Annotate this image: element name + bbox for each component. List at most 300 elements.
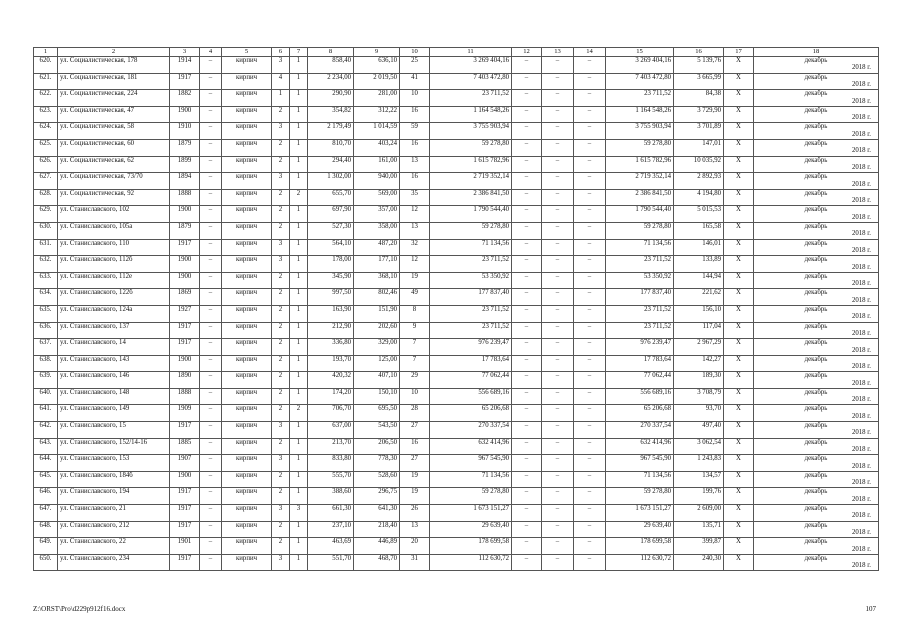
cell-total-cost: 59 278,80 xyxy=(430,139,512,156)
cell-living-area: 150,10 xyxy=(354,388,400,405)
cell-deadline: декабрь 2018 г. xyxy=(754,355,879,372)
cell-floors: 3 xyxy=(272,173,290,190)
cell-year-built: 1910 xyxy=(170,123,200,140)
cell-cost-col-13: – xyxy=(542,538,574,555)
cell-residents: 12 xyxy=(400,256,430,273)
cell-row-index: 635. xyxy=(34,305,58,322)
cell-floors: 2 xyxy=(272,139,290,156)
cell-cost-per-sqm: 240,30 xyxy=(674,554,724,571)
document-file-path: Z:\ORST\Pro\d229p912f16.docx xyxy=(33,605,126,613)
cell-cost-col-12: – xyxy=(512,106,542,123)
cell-cost-col-15: 23 711,52 xyxy=(606,322,674,339)
cell-floors: 3 xyxy=(272,123,290,140)
cell-deadline: декабрь 2018 г. xyxy=(754,156,879,173)
cell-cost-per-sqm: 1 243,83 xyxy=(674,455,724,472)
cell-cost-col-12: – xyxy=(512,189,542,206)
cell-cost-per-sqm: 10 035,92 xyxy=(674,156,724,173)
cell-deadline: декабрь 2018 г. xyxy=(754,256,879,273)
cell-wall-material: кирпич xyxy=(222,505,272,522)
column-number-15: 15 xyxy=(606,48,674,57)
cell-cost-per-sqm: 144,94 xyxy=(674,272,724,289)
cell-total-cost: 3 269 404,16 xyxy=(430,57,512,74)
cell-row-index: 621. xyxy=(34,73,58,90)
cell-cost-per-sqm: 165,58 xyxy=(674,222,724,239)
cell-entrances: 1 xyxy=(290,239,308,256)
table-row xyxy=(34,106,879,123)
cell-mark: X xyxy=(724,322,754,339)
cell-living-area: 161,00 xyxy=(354,156,400,173)
cell-floors: 3 xyxy=(272,57,290,74)
cell-residents: 16 xyxy=(400,173,430,190)
cell-residents: 12 xyxy=(400,206,430,223)
cell-residents: 19 xyxy=(400,272,430,289)
cell-residents: 19 xyxy=(400,488,430,505)
cell-cost-col-15: 3 269 404,16 xyxy=(606,57,674,74)
table-row xyxy=(34,422,879,439)
cell-cost-per-sqm: 135,71 xyxy=(674,521,724,538)
cell-total-cost: 23 711,52 xyxy=(430,256,512,273)
cell-cost-col-14: – xyxy=(574,272,606,289)
cell-residents: 13 xyxy=(400,156,430,173)
cell-residents: 32 xyxy=(400,239,430,256)
cell-cost-col-15: 65 206,68 xyxy=(606,405,674,422)
cell-row-index: 648. xyxy=(34,521,58,538)
cell-total-area: 697,90 xyxy=(308,206,354,223)
cell-year-built: 1869 xyxy=(170,289,200,306)
cell-address: ул. Станиславского, 102 xyxy=(58,206,170,223)
cell-total-area: 564,10 xyxy=(308,239,354,256)
cell-cost-col-12: – xyxy=(512,222,542,239)
cell-cost-col-13: – xyxy=(542,106,574,123)
cell-floors: 3 xyxy=(272,455,290,472)
cell-residents: 19 xyxy=(400,471,430,488)
cell-mark: X xyxy=(724,156,754,173)
cell-year-built: 1917 xyxy=(170,422,200,439)
table-row xyxy=(34,173,879,190)
cell-cost-col-12: – xyxy=(512,305,542,322)
cell-mark: X xyxy=(724,521,754,538)
cell-row-index: 629. xyxy=(34,206,58,223)
cell-cost-col-14: – xyxy=(574,339,606,356)
cell-living-area: 368,10 xyxy=(354,272,400,289)
cell-residents: 26 xyxy=(400,505,430,522)
cell-address: ул. Социалистическая, 73/70 xyxy=(58,173,170,190)
cell-entrances: 1 xyxy=(290,123,308,140)
table-row xyxy=(34,139,879,156)
cell-wall-material: кирпич xyxy=(222,405,272,422)
cell-year-built: 1899 xyxy=(170,156,200,173)
table-row xyxy=(34,438,879,455)
cell-address: ул. Социалистическая, 224 xyxy=(58,90,170,107)
cell-cost-col-14: – xyxy=(574,422,606,439)
cell-living-area: 940,00 xyxy=(354,173,400,190)
cell-year-built: 1917 xyxy=(170,322,200,339)
cell-living-area: 569,00 xyxy=(354,189,400,206)
cell-row-index: 632. xyxy=(34,256,58,273)
cell-cost-col-15: 23 711,52 xyxy=(606,90,674,107)
cell-cost-col-13: – xyxy=(542,90,574,107)
table-row xyxy=(34,206,879,223)
cell-cost-col-14: – xyxy=(574,488,606,505)
cell-row-index: 640. xyxy=(34,388,58,405)
cell-wall-material: кирпич xyxy=(222,488,272,505)
cell-entrances: 1 xyxy=(290,422,308,439)
cell-cost-col-13: – xyxy=(542,222,574,239)
cell-cost-per-sqm: 399,87 xyxy=(674,538,724,555)
cell-mark: X xyxy=(724,57,754,74)
table-row xyxy=(34,455,879,472)
cell-cost-col-15: 1 164 548,26 xyxy=(606,106,674,123)
cell-floors: 2 xyxy=(272,189,290,206)
cell-year-rebuilt: – xyxy=(200,554,222,571)
cell-residents: 29 xyxy=(400,372,430,389)
cell-deadline: декабрь 2018 г. xyxy=(754,206,879,223)
cell-total-cost: 53 350,92 xyxy=(430,272,512,289)
cell-cost-per-sqm: 5 139,76 xyxy=(674,57,724,74)
cell-total-area: 2 234,00 xyxy=(308,73,354,90)
cell-address: ул. Станиславского, 153 xyxy=(58,455,170,472)
cell-living-area: 177,10 xyxy=(354,256,400,273)
cell-year-rebuilt: – xyxy=(200,289,222,306)
cell-floors: 2 xyxy=(272,438,290,455)
cell-mark: X xyxy=(724,239,754,256)
cell-row-index: 625. xyxy=(34,139,58,156)
cell-address: ул. Станиславского, 194 xyxy=(58,488,170,505)
cell-residents: 41 xyxy=(400,73,430,90)
cell-living-area: 218,40 xyxy=(354,521,400,538)
cell-row-index: 650. xyxy=(34,554,58,571)
cell-entrances: 1 xyxy=(290,538,308,555)
cell-entrances: 1 xyxy=(290,554,308,571)
table-row xyxy=(34,189,879,206)
cell-wall-material: кирпич xyxy=(222,305,272,322)
cell-deadline: декабрь 2018 г. xyxy=(754,189,879,206)
cell-cost-per-sqm: 134,57 xyxy=(674,471,724,488)
cell-cost-col-14: – xyxy=(574,189,606,206)
cell-deadline: декабрь 2018 г. xyxy=(754,488,879,505)
cell-deadline: декабрь 2018 г. xyxy=(754,554,879,571)
cell-cost-col-13: – xyxy=(542,388,574,405)
cell-mark: X xyxy=(724,189,754,206)
cell-year-built: 1888 xyxy=(170,388,200,405)
cell-cost-col-13: – xyxy=(542,322,574,339)
cell-living-area: 2 019,50 xyxy=(354,73,400,90)
cell-total-area: 463,69 xyxy=(308,538,354,555)
cell-cost-col-14: – xyxy=(574,57,606,74)
cell-deadline: декабрь 2018 г. xyxy=(754,372,879,389)
cell-cost-col-13: – xyxy=(542,471,574,488)
cell-floors: 2 xyxy=(272,272,290,289)
cell-deadline: декабрь 2018 г. xyxy=(754,521,879,538)
cell-address: ул. Станиславского, 137 xyxy=(58,322,170,339)
cell-cost-col-12: – xyxy=(512,339,542,356)
cell-total-area: 290,90 xyxy=(308,90,354,107)
cell-wall-material: кирпич xyxy=(222,106,272,123)
cell-living-area: 296,75 xyxy=(354,488,400,505)
cell-entrances: 1 xyxy=(290,455,308,472)
cell-living-area: 403,24 xyxy=(354,139,400,156)
cell-entrances: 1 xyxy=(290,339,308,356)
cell-year-built: 1917 xyxy=(170,488,200,505)
cell-cost-col-14: – xyxy=(574,538,606,555)
cell-total-cost: 2 719 352,14 xyxy=(430,173,512,190)
cell-deadline: декабрь 2018 г. xyxy=(754,57,879,74)
cell-cost-col-14: – xyxy=(574,123,606,140)
cell-year-rebuilt: – xyxy=(200,405,222,422)
cell-mark: X xyxy=(724,488,754,505)
cell-cost-col-14: – xyxy=(574,322,606,339)
cell-wall-material: кирпич xyxy=(222,156,272,173)
column-number-16: 16 xyxy=(674,48,724,57)
cell-living-area: 357,00 xyxy=(354,206,400,223)
cell-cost-per-sqm: 156,10 xyxy=(674,305,724,322)
table-row xyxy=(34,471,879,488)
column-number-2: 2 xyxy=(58,48,170,57)
cell-year-built: 1894 xyxy=(170,173,200,190)
cell-mark: X xyxy=(724,388,754,405)
table-row xyxy=(34,305,879,322)
cell-cost-col-12: – xyxy=(512,156,542,173)
cell-cost-col-13: – xyxy=(542,272,574,289)
cell-year-rebuilt: – xyxy=(200,488,222,505)
cell-total-area: 706,70 xyxy=(308,405,354,422)
column-number-7: 7 xyxy=(290,48,308,57)
cell-year-built: 1900 xyxy=(170,272,200,289)
cell-wall-material: кирпич xyxy=(222,289,272,306)
cell-cost-per-sqm: 199,76 xyxy=(674,488,724,505)
cell-year-rebuilt: – xyxy=(200,106,222,123)
cell-cost-col-12: – xyxy=(512,322,542,339)
cell-floors: 1 xyxy=(272,90,290,107)
cell-year-built: 1900 xyxy=(170,471,200,488)
column-number-header xyxy=(34,48,879,57)
cell-entrances: 1 xyxy=(290,388,308,405)
cell-cost-col-13: – xyxy=(542,521,574,538)
table-row xyxy=(34,355,879,372)
cell-total-cost: 23 711,52 xyxy=(430,90,512,107)
cell-cost-col-13: – xyxy=(542,139,574,156)
cell-total-cost: 17 783,64 xyxy=(430,355,512,372)
cell-cost-per-sqm: 147,01 xyxy=(674,139,724,156)
cell-row-index: 633. xyxy=(34,272,58,289)
cell-address: ул. Станиславского, 146 xyxy=(58,372,170,389)
cell-total-area: 661,30 xyxy=(308,505,354,522)
cell-year-built: 1909 xyxy=(170,405,200,422)
cell-total-area: 193,70 xyxy=(308,355,354,372)
cell-cost-col-15: 29 639,40 xyxy=(606,521,674,538)
cell-cost-col-15: 71 134,56 xyxy=(606,471,674,488)
cell-cost-col-12: – xyxy=(512,538,542,555)
cell-cost-col-12: – xyxy=(512,505,542,522)
cell-total-cost: 1 164 548,26 xyxy=(430,106,512,123)
cell-year-rebuilt: – xyxy=(200,438,222,455)
table-row xyxy=(34,239,879,256)
cell-mark: X xyxy=(724,305,754,322)
cell-floors: 2 xyxy=(272,106,290,123)
cell-living-area: 312,22 xyxy=(354,106,400,123)
cell-total-cost: 967 545,90 xyxy=(430,455,512,472)
cell-year-rebuilt: – xyxy=(200,305,222,322)
cell-total-cost: 3 755 903,94 xyxy=(430,123,512,140)
column-number-17: 17 xyxy=(724,48,754,57)
cell-wall-material: кирпич xyxy=(222,139,272,156)
cell-deadline: декабрь 2018 г. xyxy=(754,123,879,140)
cell-wall-material: кирпич xyxy=(222,173,272,190)
cell-cost-col-14: – xyxy=(574,239,606,256)
cell-residents: 7 xyxy=(400,355,430,372)
cell-year-built: 1900 xyxy=(170,256,200,273)
cell-year-rebuilt: – xyxy=(200,239,222,256)
cell-year-built: 1900 xyxy=(170,106,200,123)
cell-total-area: 294,40 xyxy=(308,156,354,173)
cell-mark: X xyxy=(724,206,754,223)
cell-wall-material: кирпич xyxy=(222,422,272,439)
cell-wall-material: кирпич xyxy=(222,521,272,538)
cell-floors: 3 xyxy=(272,422,290,439)
cell-wall-material: кирпич xyxy=(222,438,272,455)
cell-mark: X xyxy=(724,455,754,472)
cell-cost-col-14: – xyxy=(574,289,606,306)
cell-wall-material: кирпич xyxy=(222,272,272,289)
cell-address: ул. Социалистическая, 47 xyxy=(58,106,170,123)
cell-row-index: 627. xyxy=(34,173,58,190)
cell-deadline: декабрь 2018 г. xyxy=(754,388,879,405)
cell-address: ул. Социалистическая, 181 xyxy=(58,73,170,90)
cell-mark: X xyxy=(724,289,754,306)
cell-address: ул. Социалистическая, 60 xyxy=(58,139,170,156)
cell-living-area: 329,00 xyxy=(354,339,400,356)
cell-residents: 16 xyxy=(400,106,430,123)
cell-row-index: 644. xyxy=(34,455,58,472)
cell-total-cost: 23 711,52 xyxy=(430,305,512,322)
cell-cost-per-sqm: 84,38 xyxy=(674,90,724,107)
cell-total-area: 237,10 xyxy=(308,521,354,538)
cell-deadline: декабрь 2018 г. xyxy=(754,90,879,107)
cell-living-area: 446,89 xyxy=(354,538,400,555)
cell-cost-col-12: – xyxy=(512,173,542,190)
cell-wall-material: кирпич xyxy=(222,455,272,472)
cell-year-built: 1890 xyxy=(170,372,200,389)
table-row xyxy=(34,90,879,107)
cell-cost-col-14: – xyxy=(574,471,606,488)
cell-mark: X xyxy=(724,106,754,123)
cell-mark: X xyxy=(724,405,754,422)
table-row xyxy=(34,505,879,522)
cell-residents: 7 xyxy=(400,339,430,356)
cell-living-area: 202,60 xyxy=(354,322,400,339)
column-number-12: 12 xyxy=(512,48,542,57)
cell-cost-col-15: 23 711,52 xyxy=(606,256,674,273)
cell-cost-per-sqm: 3 062,54 xyxy=(674,438,724,455)
cell-entrances: 1 xyxy=(290,521,308,538)
cell-total-area: 345,90 xyxy=(308,272,354,289)
cell-total-cost: 1 615 782,96 xyxy=(430,156,512,173)
cell-address: ул. Социалистическая, 92 xyxy=(58,189,170,206)
table-row xyxy=(34,372,879,389)
cell-total-cost: 23 711,52 xyxy=(430,322,512,339)
cell-floors: 3 xyxy=(272,505,290,522)
cell-floors: 3 xyxy=(272,554,290,571)
cell-cost-col-12: – xyxy=(512,422,542,439)
cell-mark: X xyxy=(724,471,754,488)
cell-cost-col-12: – xyxy=(512,239,542,256)
cell-year-rebuilt: – xyxy=(200,538,222,555)
cell-cost-col-15: 976 239,47 xyxy=(606,339,674,356)
cell-cost-col-13: – xyxy=(542,156,574,173)
cell-cost-per-sqm: 4 194,80 xyxy=(674,189,724,206)
cell-total-area: 833,80 xyxy=(308,455,354,472)
cell-address: ул. Станиславского, 22 xyxy=(58,538,170,555)
table-row xyxy=(34,73,879,90)
cell-cost-col-14: – xyxy=(574,305,606,322)
cell-entrances: 1 xyxy=(290,156,308,173)
cell-cost-col-12: – xyxy=(512,554,542,571)
cell-cost-col-15: 53 350,92 xyxy=(606,272,674,289)
cell-year-rebuilt: – xyxy=(200,521,222,538)
cell-wall-material: кирпич xyxy=(222,339,272,356)
cell-floors: 3 xyxy=(272,239,290,256)
cell-entrances: 2 xyxy=(290,189,308,206)
cell-deadline: декабрь 2018 г. xyxy=(754,239,879,256)
cell-deadline: декабрь 2018 г. xyxy=(754,455,879,472)
table-row xyxy=(34,272,879,289)
cell-entrances: 1 xyxy=(290,289,308,306)
cell-residents: 59 xyxy=(400,123,430,140)
cell-total-cost: 1 790 544,40 xyxy=(430,206,512,223)
cell-year-rebuilt: – xyxy=(200,339,222,356)
cell-deadline: декабрь 2018 г. xyxy=(754,222,879,239)
cell-cost-col-14: – xyxy=(574,521,606,538)
cell-floors: 4 xyxy=(272,73,290,90)
cell-address: ул. Станиславского, 122б xyxy=(58,289,170,306)
cell-living-area: 695,50 xyxy=(354,405,400,422)
cell-floors: 3 xyxy=(272,256,290,273)
cell-total-area: 174,20 xyxy=(308,388,354,405)
cell-entrances: 1 xyxy=(290,488,308,505)
housing-register-table xyxy=(33,47,878,571)
cell-cost-col-14: – xyxy=(574,173,606,190)
cell-cost-col-14: – xyxy=(574,73,606,90)
cell-deadline: декабрь 2018 г. xyxy=(754,73,879,90)
column-number-11: 11 xyxy=(430,48,512,57)
cell-mark: X xyxy=(724,222,754,239)
cell-address: ул. Станиславского, 148 xyxy=(58,388,170,405)
cell-cost-col-12: – xyxy=(512,388,542,405)
cell-cost-col-13: – xyxy=(542,173,574,190)
cell-year-rebuilt: – xyxy=(200,173,222,190)
cell-cost-col-13: – xyxy=(542,189,574,206)
cell-cost-col-15: 2 719 352,14 xyxy=(606,173,674,190)
cell-total-cost: 632 414,96 xyxy=(430,438,512,455)
cell-floors: 2 xyxy=(272,206,290,223)
cell-year-rebuilt: – xyxy=(200,256,222,273)
cell-total-area: 163,90 xyxy=(308,305,354,322)
cell-wall-material: кирпич xyxy=(222,206,272,223)
cell-year-rebuilt: – xyxy=(200,505,222,522)
cell-entrances: 1 xyxy=(290,57,308,74)
cell-mark: X xyxy=(724,438,754,455)
cell-year-rebuilt: – xyxy=(200,57,222,74)
cell-cost-col-13: – xyxy=(542,239,574,256)
cell-residents: 31 xyxy=(400,554,430,571)
cell-deadline: декабрь 2018 г. xyxy=(754,339,879,356)
cell-entrances: 1 xyxy=(290,471,308,488)
cell-residents: 10 xyxy=(400,388,430,405)
cell-floors: 2 xyxy=(272,405,290,422)
cell-total-cost: 71 134,56 xyxy=(430,239,512,256)
cell-cost-per-sqm: 133,89 xyxy=(674,256,724,273)
cell-residents: 27 xyxy=(400,455,430,472)
